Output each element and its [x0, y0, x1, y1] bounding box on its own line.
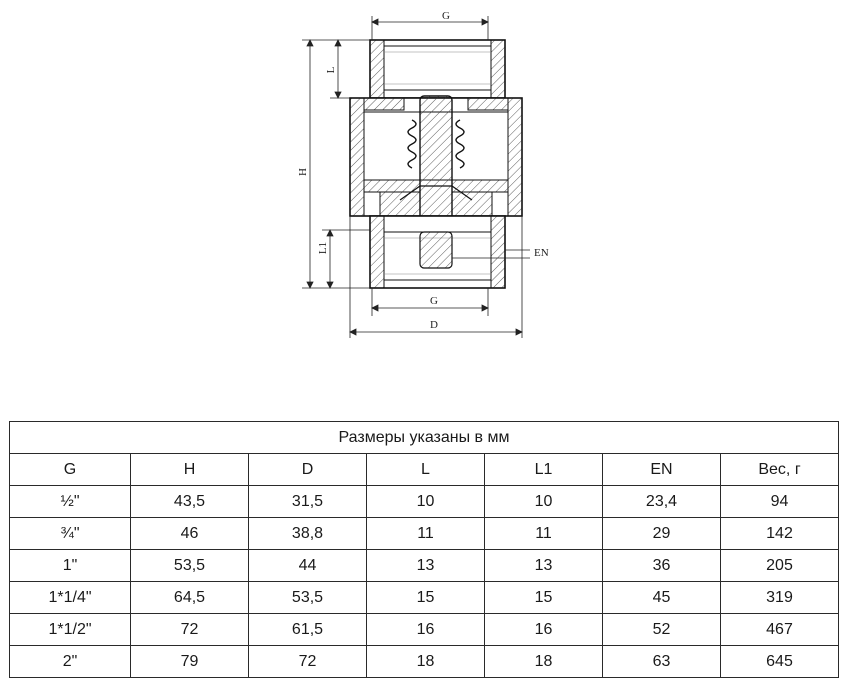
- table-caption-row: [10, 422, 839, 454]
- table-row: [10, 646, 839, 678]
- header-cell: L1: [485, 454, 603, 486]
- table-cell: 72: [131, 614, 249, 646]
- table-cell: 645: [721, 646, 839, 678]
- table-cell: 11: [485, 518, 603, 550]
- table-cell: 53,5: [249, 582, 367, 614]
- header-cell: L: [367, 454, 485, 486]
- table-row: [10, 582, 839, 614]
- table-cell: 16: [485, 614, 603, 646]
- header-cell: G: [10, 454, 131, 486]
- table-cell: 13: [485, 550, 603, 582]
- table-cell: 2": [10, 646, 131, 678]
- table-row: [10, 550, 839, 582]
- table-cell: 61,5: [249, 614, 367, 646]
- table-cell: 38,8: [249, 518, 367, 550]
- header-cell: EN: [603, 454, 721, 486]
- dim-label-h: H: [297, 168, 309, 176]
- table-cell: ½": [10, 486, 131, 518]
- table-cell: 10: [367, 486, 485, 518]
- valve-body-top: [370, 40, 505, 98]
- table-cell: 52: [603, 614, 721, 646]
- table-cell: 319: [721, 582, 839, 614]
- table-cell: 18: [367, 646, 485, 678]
- dim-label-g-top: G: [442, 10, 450, 22]
- table-cell: 43,5: [131, 486, 249, 518]
- table-header-row: [10, 454, 839, 486]
- table-cell: 63: [603, 646, 721, 678]
- dim-label-en: EN: [534, 247, 549, 259]
- table-cell: 1*1/4": [10, 582, 131, 614]
- table-cell: 46: [131, 518, 249, 550]
- table-cell: 53,5: [131, 550, 249, 582]
- header-cell: Вес, г: [721, 454, 839, 486]
- table-cell: 94: [721, 486, 839, 518]
- dim-label-d: D: [430, 319, 438, 331]
- valve-body-bottom: [370, 216, 505, 288]
- table-row: [10, 486, 839, 518]
- table-cell: 15: [485, 582, 603, 614]
- table-cell: 11: [367, 518, 485, 550]
- dim-label-l1: L1: [317, 241, 329, 255]
- table-row: [10, 614, 839, 646]
- table-cell: 467: [721, 614, 839, 646]
- table-cell: 45: [603, 582, 721, 614]
- dim-label-g-bottom: G: [430, 295, 438, 307]
- table-cell: 44: [249, 550, 367, 582]
- table-cell: 205: [721, 550, 839, 582]
- header-cell: D: [249, 454, 367, 486]
- table-cell: 31,5: [249, 486, 367, 518]
- table-cell: ¾": [10, 518, 131, 550]
- table-cell: 1": [10, 550, 131, 582]
- header-cell: H: [131, 454, 249, 486]
- dim-label-l: L: [325, 66, 337, 74]
- table-cell: 64,5: [131, 582, 249, 614]
- table-cell: 1*1/2": [10, 614, 131, 646]
- table-cell: 142: [721, 518, 839, 550]
- table-cell: 72: [249, 646, 367, 678]
- table-cell: 18: [485, 646, 603, 678]
- table-cell: 23,4: [603, 486, 721, 518]
- table-cell: 29: [603, 518, 721, 550]
- table-cell: 15: [367, 582, 485, 614]
- dimensions-table: [9, 421, 839, 678]
- table-cell: 13: [367, 550, 485, 582]
- table-cell: 16: [367, 614, 485, 646]
- table-row: [10, 518, 839, 550]
- table-cell: 10: [485, 486, 603, 518]
- table-cell: 79: [131, 646, 249, 678]
- table-caption: Размеры указаны в мм: [10, 422, 839, 454]
- table-cell: 36: [603, 550, 721, 582]
